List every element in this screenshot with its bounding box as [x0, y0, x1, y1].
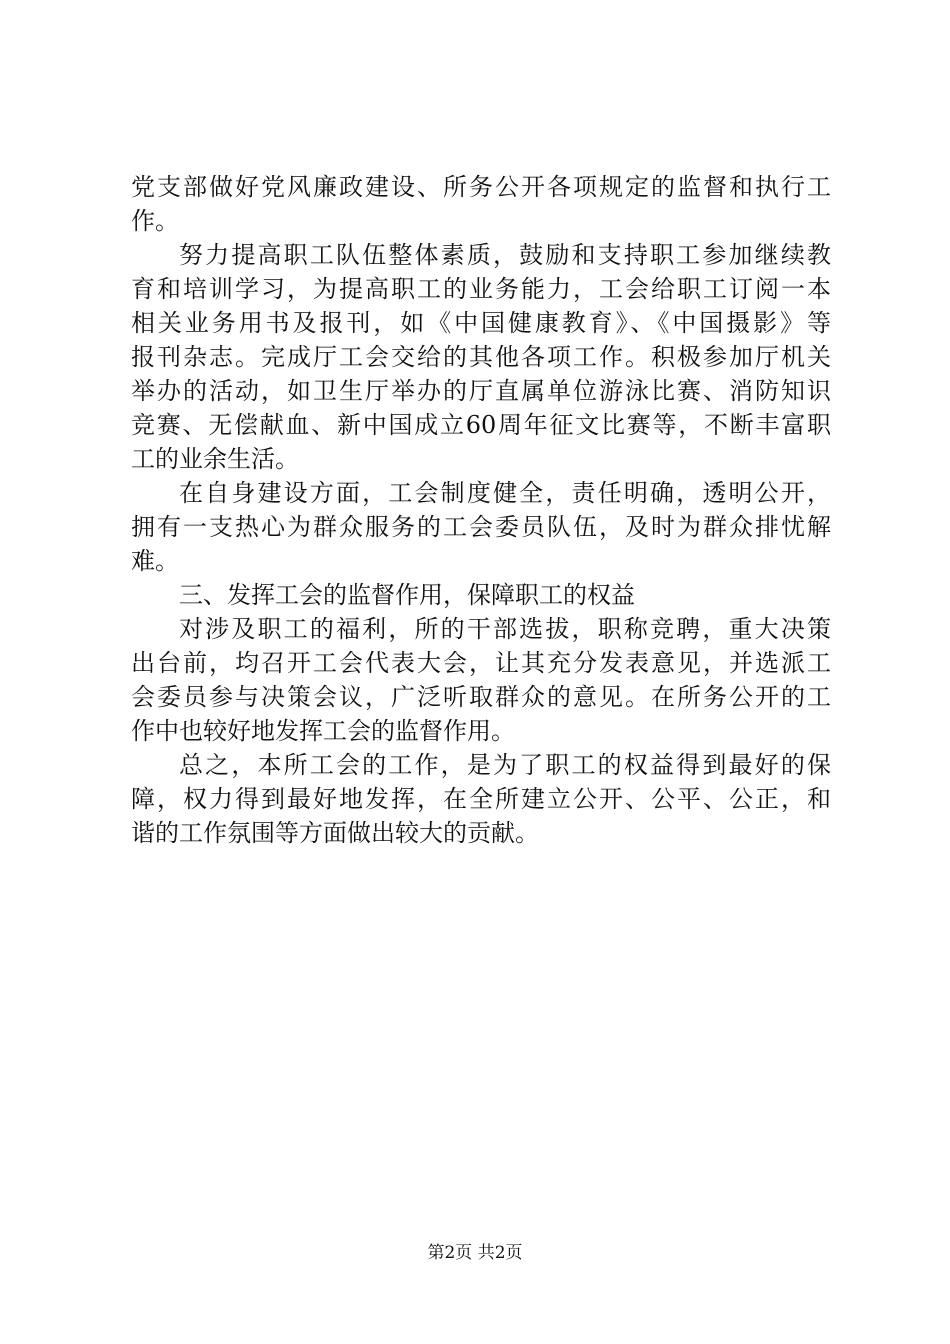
text-line: 障，权力得到最好地发挥，在全所建立公开、公平、公正，和 — [131, 785, 831, 813]
text-line: 出台前，均召开工会代表大会，让其充分发表意见，并选派工 — [131, 649, 831, 677]
text-line: 竞赛、无偿献血、新中国成立60周年征文比赛等，不断丰富职 — [131, 411, 831, 439]
text-line: 相关业务用书及报刊，如《中国健康教育》、《中国摄影》等 — [131, 309, 831, 337]
page-footer — [0, 1241, 950, 1265]
document-body — [131, 170, 831, 850]
text-line: 育和培训学习，为提高职工的业务能力，工会给职工订阅一本 — [131, 275, 831, 303]
text-line: 作。 — [131, 207, 179, 235]
text-line: 会委员参与决策会议，广泛听取群众的意见。在所务公开的工 — [131, 683, 831, 711]
paragraph-start-line: 对涉及职工的福利，所的干部选拔，职称竞聘，重大决策 — [179, 615, 831, 643]
text-line: 拥有一支热心为群众服务的工会委员队伍，及时为群众排忧解 — [131, 513, 831, 541]
paragraph-start-line: 努力提高职工队伍整体素质，鼓励和支持职工参加继续教 — [179, 241, 831, 269]
text-line: 作中也较好地发挥工会的监督作用。 — [131, 717, 515, 745]
paragraph-start-line: 总之，本所工会的工作，是为了职工的权益得到最好的保 — [179, 751, 831, 779]
section-heading: 三、发挥工会的监督作用，保障职工的权益 — [179, 581, 635, 609]
text-line: 谐的工作氛围等方面做出较大的贡献。 — [131, 819, 539, 847]
text-line: 报刊杂志。完成厅工会交给的其他各项工作。积极参加厅机关 — [131, 343, 831, 371]
text-line: 党支部做好党风廉政建设、所务公开各项规定的监督和执行工 — [131, 173, 831, 201]
paragraph-start-line: 在自身建设方面，工会制度健全，责任明确，透明公开， — [179, 479, 831, 507]
text-line: 难。 — [131, 547, 179, 575]
text-line: 举办的活动，如卫生厅举办的厅直属单位游泳比赛、消防知识 — [131, 377, 831, 405]
text-line: 工的业余生活。 — [131, 445, 299, 473]
page-number-label: 第2页 共2页 — [427, 1243, 523, 1263]
